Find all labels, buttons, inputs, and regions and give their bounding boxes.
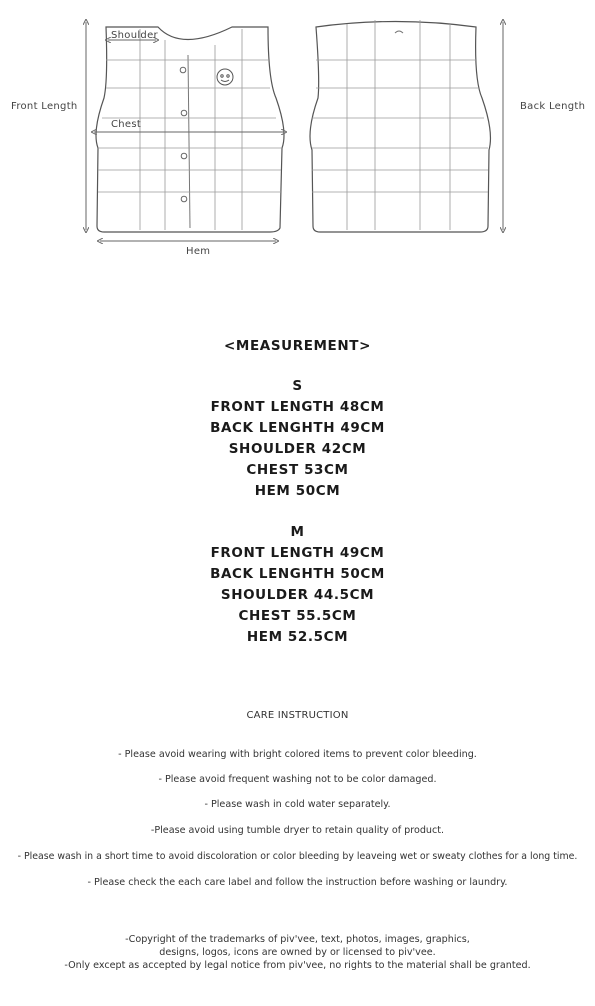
care-item: -Please avoid using tumble dryer to retain quality of product.: [150, 825, 445, 836]
back-length-value: BACK LENGHTH 49CM: [210, 420, 385, 436]
measurement-arrows: [86, 22, 503, 241]
care-item: - Please avoid wearing with bright colored items to prevent color bleeding.: [118, 749, 477, 760]
size-label: M: [290, 524, 305, 540]
copyright-line: -Only except as accepted by legal notice from piv'vee, no rights to the material shall be granted.: [64, 960, 531, 971]
back-vest-drawing: [310, 22, 490, 233]
copyright-notice: [0, 933, 595, 972]
size-diagram: [0, 0, 595, 270]
label-back-length: Back Length: [520, 101, 586, 112]
measurement-heading: <MEASUREMENT>: [224, 338, 371, 354]
front-buttons: [180, 67, 187, 202]
hem-value: HEM 50CM: [254, 483, 341, 499]
care-item: - Please wash in cold water separately.: [204, 799, 391, 810]
front-length-value: FRONT LENGTH 49CM: [210, 545, 385, 561]
back-tag-icon: [395, 31, 403, 33]
label-hem: Hem: [186, 246, 211, 257]
label-chest: Chest: [111, 119, 142, 130]
size-m-block: [0, 522, 595, 648]
shoulder-value: SHOULDER 42CM: [228, 441, 367, 457]
chest-value: CHEST 55.5CM: [238, 608, 357, 624]
care-item: - Please avoid frequent washing not to be color damaged.: [158, 774, 437, 785]
size-label: S: [292, 378, 303, 394]
back-length-value: BACK LENGHTH 50CM: [210, 566, 385, 582]
shoulder-value: SHOULDER 44.5CM: [220, 587, 375, 603]
label-front-length: Front Length: [11, 101, 78, 112]
care-title: CARE INSTRUCTION: [246, 710, 349, 721]
label-shoulder: Shoulder: [111, 30, 158, 41]
copyright-line: -Copyright of the trademarks of piv'vee, text, photos, images, graphics,: [125, 934, 470, 945]
front-length-value: FRONT LENGTH 48CM: [210, 399, 385, 415]
back-vest-quilting: [312, 20, 488, 230]
chest-value: CHEST 53CM: [246, 462, 349, 478]
copyright-line: designs, logos, icons are owned by or licensed to piv'vee.: [159, 947, 436, 958]
vest-logo-badge: [217, 69, 233, 85]
size-s-block: [0, 376, 595, 502]
hem-value: HEM 52.5CM: [246, 629, 349, 645]
care-item: - Please check the each care label and follow the instruction before washing or laundry.: [87, 877, 508, 888]
care-item: - Please wash in a short time to avoid discoloration or color bleeding by leaveing wet or sweaty clothes for a long time.: [17, 851, 578, 862]
